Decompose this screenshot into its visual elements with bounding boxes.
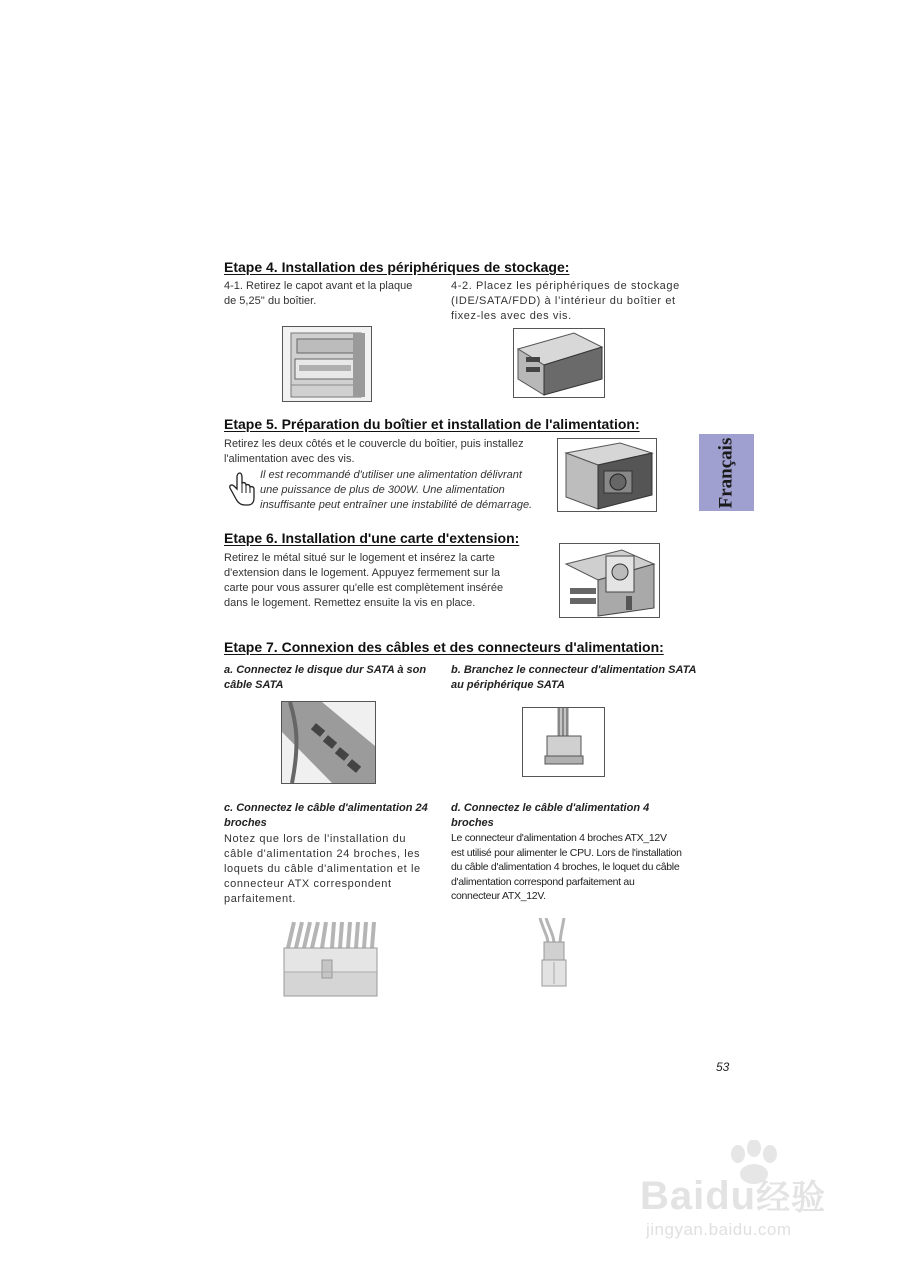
atx-12v-4pin-image (536, 918, 572, 988)
watermark-logo (640, 1170, 826, 1219)
sata-cable-image (281, 701, 376, 784)
power-supply-image (557, 438, 657, 512)
baidu-watermark (640, 1140, 850, 1250)
text-line: une puissance de plus de 300W. Une alimentation (260, 484, 505, 496)
page-number: 53 (716, 1060, 730, 1074)
step4-right-text (451, 279, 696, 324)
text-line: est utilisé pour alimenter le CPU. Lors de l'installation (451, 846, 682, 859)
text-line: 4-2. Placez les périphériques de stockage (451, 280, 680, 292)
step5-heading: Etape 5. Préparation du boîtier et installation de l'alimentation: (224, 416, 640, 432)
step6-text (224, 551, 554, 611)
text-line: (IDE/SATA/FDD) à l’intérieur du boîtier et (451, 295, 676, 307)
hand-pointer-icon (226, 471, 256, 507)
storage-install-illustration (514, 329, 604, 397)
text-line: broches (224, 817, 267, 829)
text-line: Il est recommandé d'utiliser une alimentation délivrant (260, 469, 522, 481)
front-bezel-image (282, 326, 372, 402)
text-line: de 5,25'' du boîtier. (224, 295, 317, 307)
atx-12v-4pin-illustration (536, 918, 572, 988)
text-line: fixez-les avec des vis. (451, 310, 572, 322)
text-line: Retirez le métal situé sur le logement et insérez la carte (224, 552, 495, 564)
language-tab-label: Français (715, 437, 737, 508)
atx-24pin-image (282, 922, 379, 998)
text-line: câble d'alimentation 24 broches, les (224, 848, 421, 860)
watermark-logo-left: Bai (640, 1174, 706, 1218)
step7-a-title (224, 663, 439, 693)
step7-b-title (451, 663, 706, 693)
text-line: c. Connectez le câble d'alimentation 24 (224, 802, 428, 814)
text-line: loquets du câble d'alimentation et le (224, 863, 421, 875)
step6-heading: Etape 6. Installation d'une carte d'extension: (224, 530, 520, 546)
step7-d-text (451, 831, 706, 904)
watermark-logo-right: du (705, 1174, 757, 1218)
atx-24pin-illustration (282, 922, 379, 998)
text-line: d'extension dans le logement. Appuyez fermement sur la (224, 567, 501, 579)
text-line: connecteur ATX_12V. (451, 890, 546, 903)
step7-c-title (224, 801, 439, 831)
power-supply-illustration (558, 439, 656, 511)
text-line: Retirez les deux côtés et le couvercle du boîtier, puis installez (224, 438, 524, 450)
step5-text (224, 437, 554, 467)
language-tab (699, 434, 754, 511)
text-line: d. Connectez le câble d'alimentation 4 (451, 802, 650, 814)
step4-heading: Etape 4. Installation des périphériques de stockage: (224, 259, 570, 275)
text-line: b. Branchez le connecteur d'alimentation SATA (451, 664, 697, 676)
sata-cable-illustration (282, 702, 375, 783)
text-line: insuffisante peut entraîner une instabilité de démarrage. (260, 499, 533, 511)
sata-power-connector-image (522, 707, 605, 777)
storage-install-image (513, 328, 605, 398)
text-line: câble SATA (224, 679, 284, 691)
expansion-card-image (559, 543, 660, 618)
power-supply-note (260, 468, 560, 513)
text-line: au périphérique SATA (451, 679, 565, 691)
step7-c-text (224, 832, 439, 907)
text-line: connecteur ATX correspondent (224, 878, 392, 890)
watermark-url: jingyan.baidu.com (646, 1220, 792, 1239)
sata-power-connector-illustration (523, 708, 604, 776)
text-line: dans le logement. Remettez ensuite la vis en place. (224, 597, 476, 609)
text-line: Le connecteur d'alimentation 4 broches ATX_12V (451, 832, 667, 844)
text-line: carte pour vous assurer qu'elle est complètement insérée (224, 582, 504, 594)
watermark-logo-cn: 经验 (756, 1179, 827, 1217)
expansion-card-illustration (560, 544, 659, 617)
front-bezel-illustration (283, 327, 371, 401)
text-line: du câble d'alimentation 4 broches, le loquet du câble (451, 861, 680, 874)
text-line: broches (451, 817, 494, 829)
step4-left-text (224, 279, 439, 309)
text-line: d'alimentation correspond parfaitement au (451, 875, 635, 888)
text-line: parfaitement. (224, 893, 297, 905)
step7-heading: Etape 7. Connexion des câbles et des connecteurs d'alimentation: (224, 639, 664, 655)
text-line: 4-1. Retirez le capot avant et la plaque (224, 280, 413, 292)
text-line: Notez que lors de l'installation du (224, 833, 407, 845)
text-line: l'alimentation avec des vis. (224, 453, 355, 465)
text-line: a. Connectez le disque dur SATA à son (224, 664, 427, 676)
step7-d-title (451, 801, 666, 831)
